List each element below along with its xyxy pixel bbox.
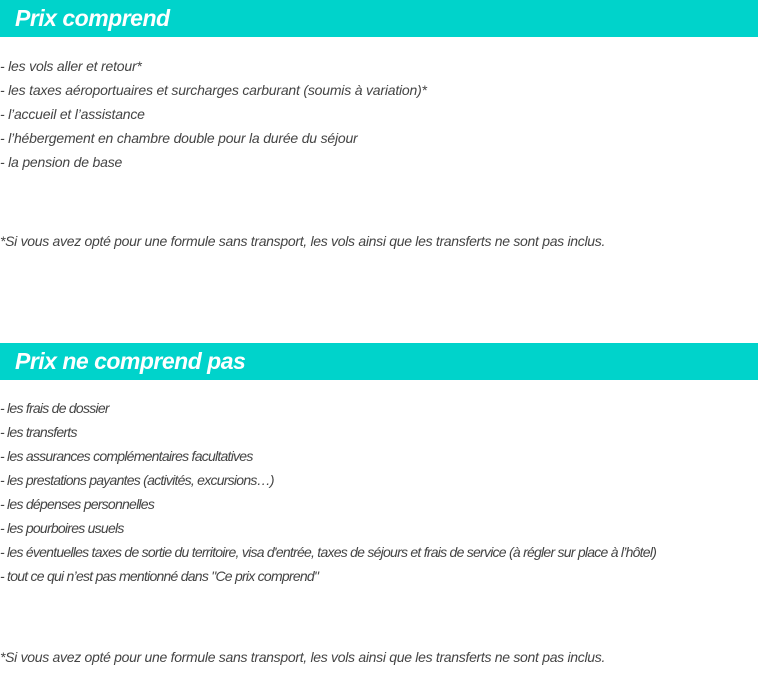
included-header bbox=[0, 0, 758, 37]
list-item: - les assurances complémentaires facultatives bbox=[0, 448, 253, 464]
list-item: - les frais de dossier bbox=[0, 400, 109, 416]
included-footnote: *Si vous avez opté pour une formule sans transport, les vols ainsi que les transferts ne sont pas inclus. bbox=[0, 233, 606, 249]
included-list bbox=[0, 54, 427, 174]
excluded-list bbox=[0, 396, 656, 588]
list-item: - la pension de base bbox=[0, 154, 123, 170]
list-item: - l’hébergement en chambre double pour la durée du séjour bbox=[0, 130, 358, 146]
list-item: - les taxes aéroportuaires et surcharges carburant (soumis à variation)* bbox=[0, 82, 427, 98]
list-item: - les pourboires usuels bbox=[0, 520, 124, 536]
list-item: - les vols aller et retour* bbox=[0, 58, 142, 74]
list-item: - les transferts bbox=[0, 424, 77, 440]
list-item: - l’accueil et l’assistance bbox=[0, 106, 145, 122]
list-item: - tout ce qui n’est pas mentionné dans "Ce prix comprend" bbox=[0, 568, 319, 584]
excluded-footnote: *Si vous avez opté pour une formule sans transport, les vols ainsi que les transferts ne sont pas inclus. bbox=[0, 649, 606, 665]
list-item: - les prestations payantes (activités, excursions…) bbox=[0, 472, 274, 488]
list-item: - les éventuelles taxes de sortie du territoire, visa d'entrée, taxes de séjours et frais de service (à régler sur place à l’hôtel) bbox=[0, 544, 657, 560]
excluded-title: Prix ne comprend pas bbox=[15, 348, 246, 374]
list-item: - les dépenses personnelles bbox=[0, 496, 155, 512]
excluded-header bbox=[0, 343, 758, 380]
included-title: Prix comprend bbox=[15, 5, 170, 31]
